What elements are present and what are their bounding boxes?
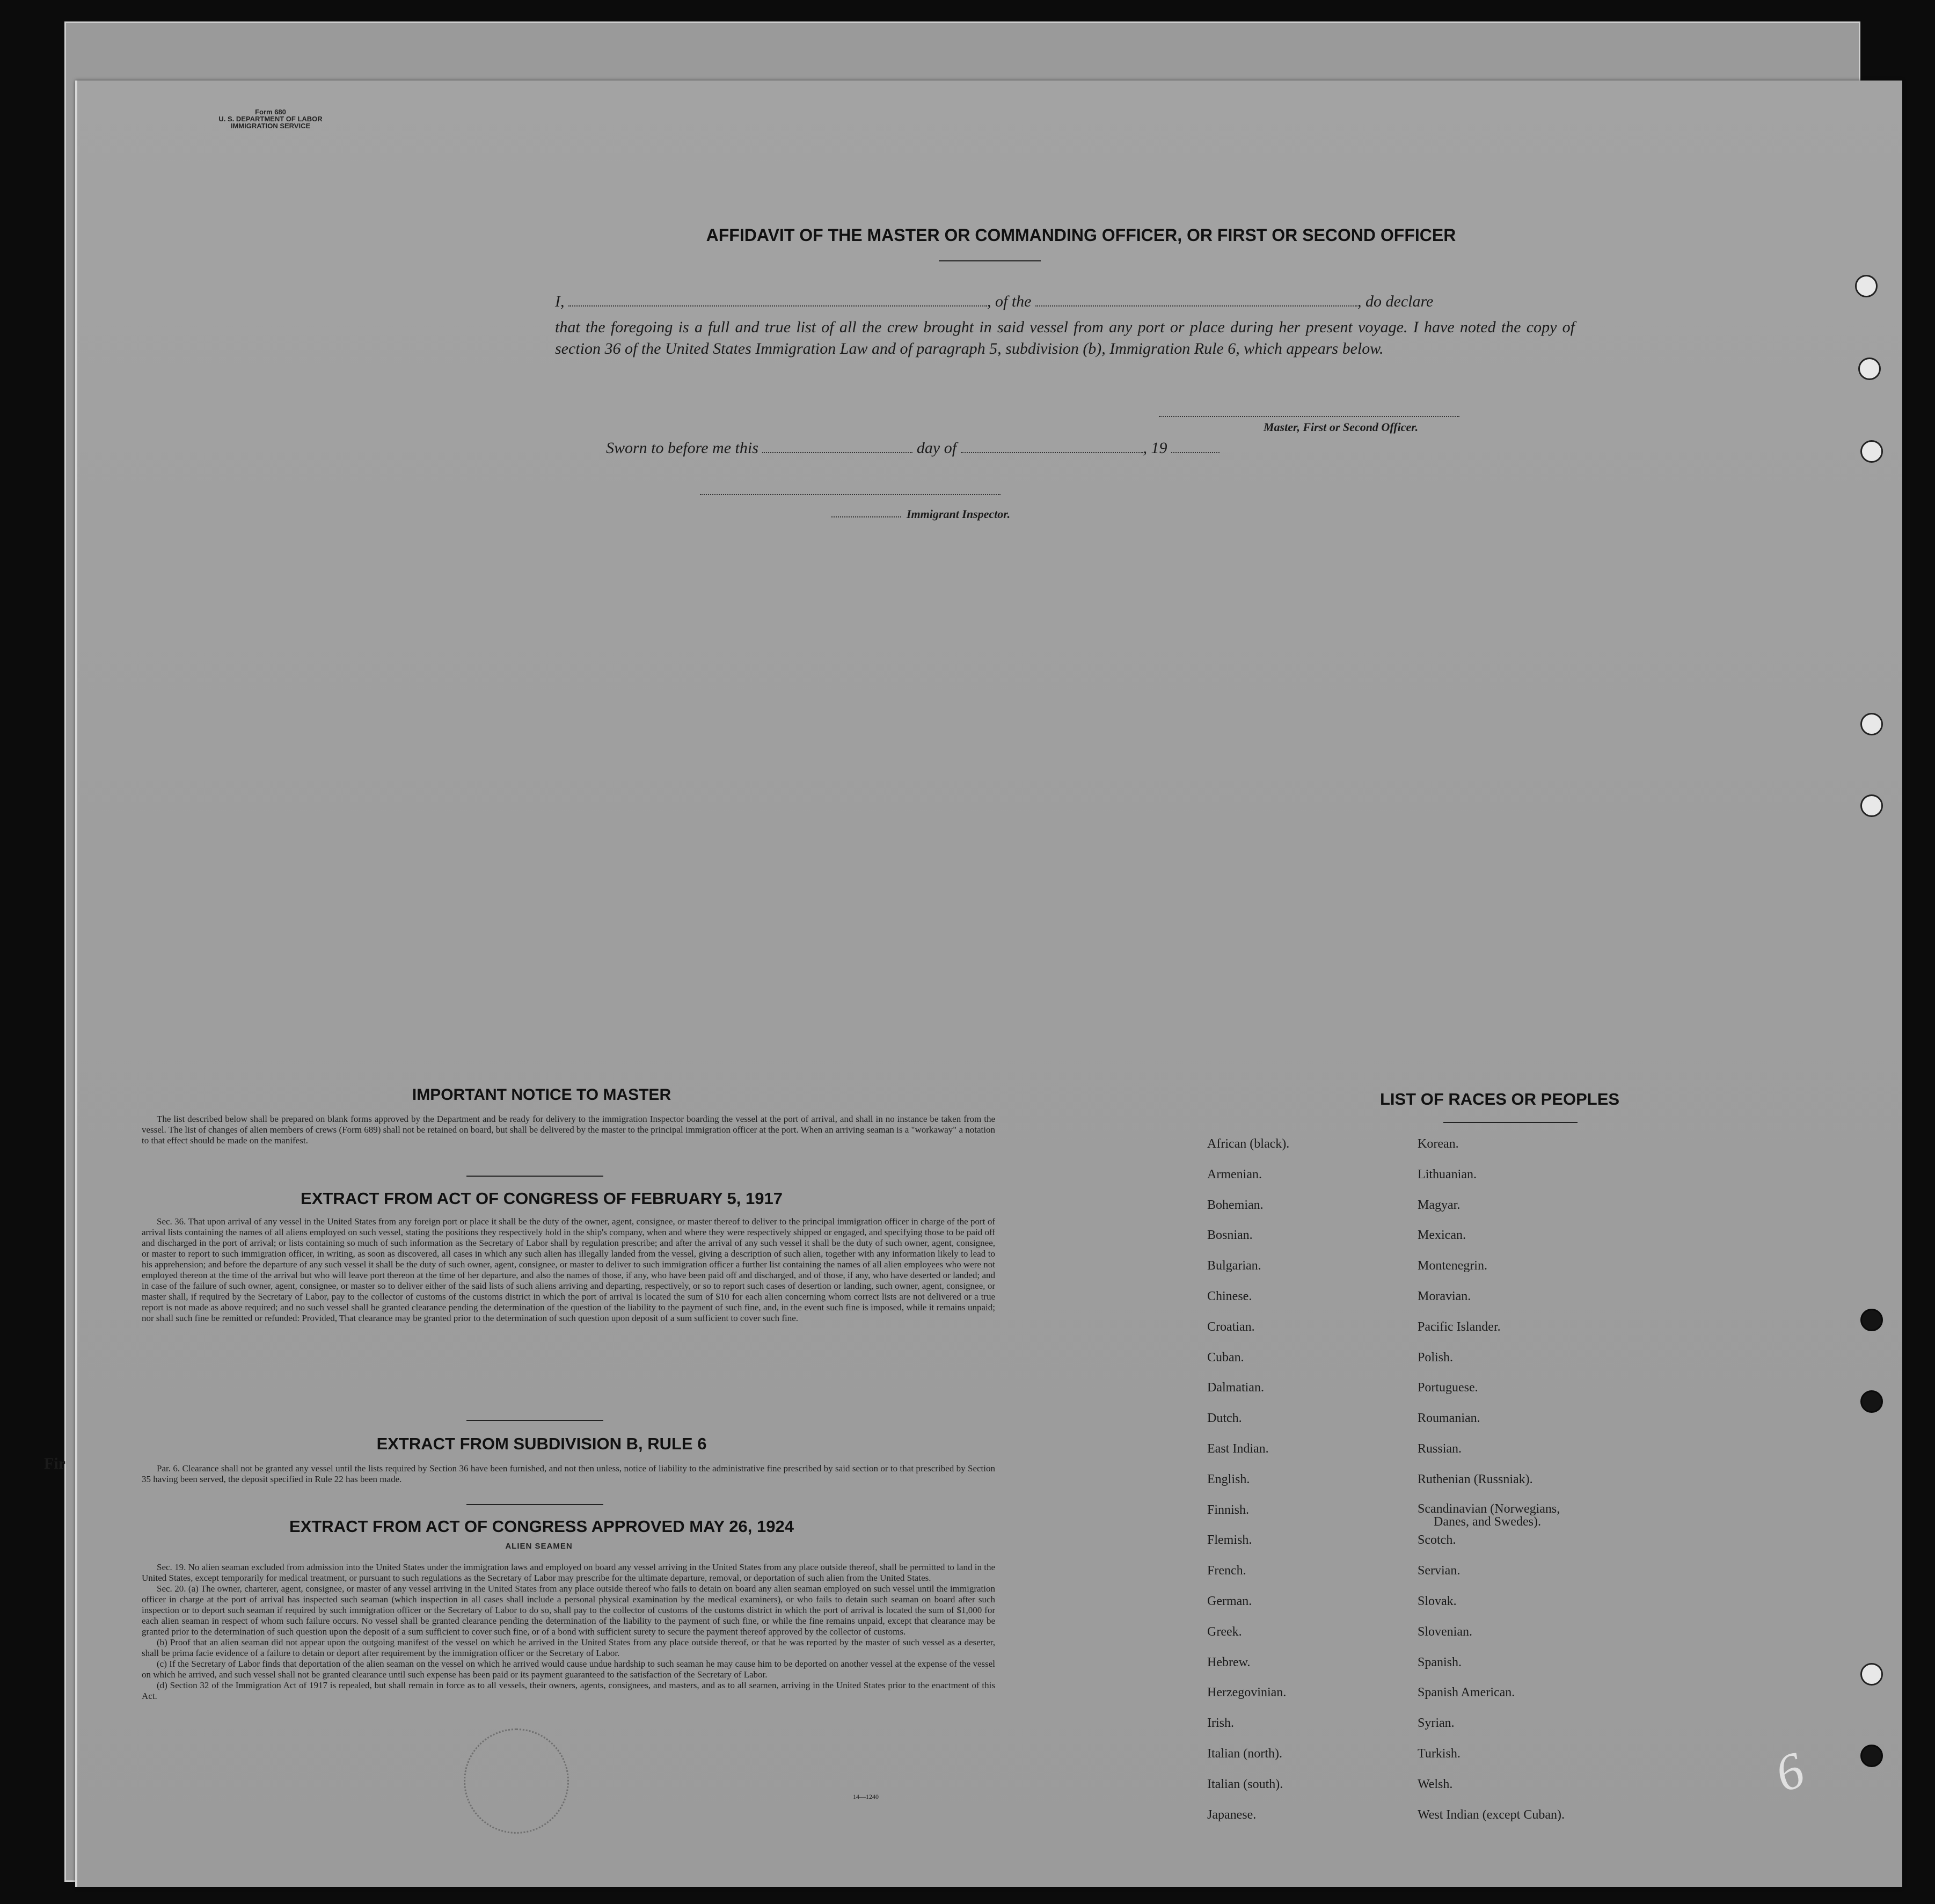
extract-1924-sec20b: (b) Proof that an alien seaman did not appear upon the outgoing manifest of the vessel on which he arrived in the United States from any place outside thereof, or that he was reported by the master of such vessel as a deserter, shall be prima facie evidence of a failure to detain or deport after requirement by the immigration officer or the Secretary of Labor. — [142, 1637, 995, 1658]
race-item-line: Scandinavian (Norwegians, — [1418, 1501, 1560, 1516]
race-item: Dutch. — [1207, 1411, 1242, 1426]
sworn-month-blank — [961, 440, 1143, 453]
race-item: Bosnian. — [1207, 1228, 1253, 1243]
race-item: Slovenian. — [1418, 1624, 1472, 1639]
signature-line — [1159, 416, 1459, 417]
race-item-scandinavian — [1418, 1502, 1611, 1533]
sworn-year-blank — [1171, 440, 1220, 453]
race-item: Armenian. — [1207, 1167, 1262, 1181]
extract-1924-subtitle: ALIEN SEAMEN — [505, 1542, 573, 1551]
signature-label: Master, First or Second Officer. — [1264, 420, 1419, 434]
extract-1924-body — [142, 1562, 995, 1702]
race-item: African (black). — [1207, 1137, 1290, 1151]
race-item: Montenegrin. — [1418, 1259, 1487, 1273]
races-title: LIST OF RACES OR PEOPLES — [1379, 1090, 1620, 1108]
punch-hole-icon — [1860, 1390, 1883, 1413]
notice-rule — [466, 1176, 603, 1177]
race-item: West Indian (except Cuban). — [1418, 1807, 1565, 1822]
race-item: Scotch. — [1418, 1533, 1456, 1548]
race-item: Irish. — [1207, 1716, 1234, 1731]
race-item: Japanese. — [1207, 1807, 1257, 1822]
race-item: Servian. — [1418, 1564, 1461, 1578]
extract-rule6-text: Par. 6. Clearance shall not be granted any vessel until the lists required by Section 36 have been furnished, and not then unless, notice of liability to the administrative fine prescribed by said section or to that prescribed by Section 35 having been served, the deposit specified in Rule 22 has been made. — [142, 1463, 995, 1484]
inspector-signature-line — [700, 494, 1001, 495]
affidavit-paragraph: that the foregoing is a full and true list of all the crew brought in said vessel from any port or place during her present voyage. I have noted the copy of section 36 of the United States Immigration Law and of paragraph 5, subdivision (b), Immigration Rule 6, which appears below. — [555, 318, 1575, 358]
punch-hole-icon — [1860, 794, 1883, 817]
race-item: Bulgarian. — [1207, 1259, 1261, 1273]
race-item: French. — [1207, 1564, 1246, 1578]
extract-1924-sec20d: (d) Section 32 of the Immigration Act of 1917 is repealed, but shall remain in force as to all vessels, their owners, agents, consignees, and masters, and as to all seamen, arriving in the United States prior to the enactment of this Act. — [142, 1680, 995, 1701]
sworn-line — [606, 439, 1220, 457]
race-item: Finnish. — [1207, 1502, 1250, 1517]
race-item: Chinese. — [1207, 1289, 1252, 1303]
punch-hole-icon — [1855, 275, 1878, 297]
document-page — [75, 81, 1902, 1887]
race-item: East Indian. — [1207, 1441, 1269, 1456]
extract-1924-sec19: Sec. 19. No alien seaman excluded from admission into the United States under the immigration laws and employed on board any vessel arriving in the United States from any place outside thereof, shall be permitted to land in the United States, except temporarily for medical treatment, or pursuant to such regulations as the Secretary of Labor may prescribe for the ultimate departure, removal, or deportation of such alien from the United States. — [142, 1562, 995, 1583]
extract-1924-title: EXTRACT FROM ACT OF CONGRESS APPROVED MAY 26, 1924 — [289, 1517, 794, 1536]
affidavit-line-1 — [555, 293, 1433, 311]
affidavit-title: AFFIDAVIT OF THE MASTER OR COMMANDING OFFICER, OR FIRST OR SECOND OFFICER — [706, 225, 1456, 245]
notice-body — [142, 1114, 995, 1146]
affidavit-do-declare: , do declare — [1357, 293, 1434, 310]
punch-hole-icon — [1860, 440, 1883, 463]
left-edge-fragment: Fir — [44, 1455, 65, 1472]
race-item: Turkish. — [1418, 1746, 1461, 1761]
ink-stamp — [464, 1728, 569, 1834]
race-item: Slovak. — [1418, 1594, 1457, 1608]
extract-rule6-body — [142, 1463, 995, 1485]
vessel-blank — [1035, 294, 1357, 307]
race-item: Pacific Islander. — [1418, 1319, 1501, 1334]
punch-hole-icon — [1860, 1663, 1883, 1686]
extract-1917-text: Sec. 36. That upon arrival of any vessel in the United States from any foreign port or place it shall be the duty of the owner, agent, consignee, or master thereof to deliver to the principal immigration officer in charge of the port of arrival lists containing the names of all aliens employed on such vessel, stating the positions they respectively hold in the ship's company, when and where they were respectively shipped or engaged, and specifying those to be paid off and discharged in the port of arrival; or lists containing so much of such information as the Secretary of Labor shall by regulation prescribe; and after the arrival of any such vessel it shall be the duty of such owner, agent, consignee, or master to report to such immigration officer, in writing, as soon as discovered, all cases in which any such alien has illegally landed from the vessel, giving a description of such alien, together with any information likely to lead to his apprehension; and before the departure of any such vessel it shall be the duty of such owner, agent, consignee, or master to deliver to such immigration officer a further list containing the names of all alien employees who were not employed thereon at the time of the arrival but who will leave port thereon at the time of her departure, and also the names of those, if any, who have been paid off and discharged, and of those, if any, who have deserted or landed; and in case of the failure of such owner, agent, consignee, or master so to deliver either of the said lists of such aliens arriving and departing, respectively, or so to report such cases of desertion or landing, such owner, agent, consignee, or master shall, if required by the Secretary of Labor, pay to the collector of customs of the customs district in which the port of arrival is located the sum of $10 for each alien concerning whom correct lists are not delivered or a true report is not made as above required; and no such vessel shall be granted clearance pending the determination of the question of the liability to the payment of such fine, and, in the event such fine is imposed, while it remains unpaid; nor shall such fine be remitted or refunded: Provided, That clearance may be granted prior to the determination of such question upon deposit of a sum sufficient to cover such fine. — [142, 1216, 995, 1323]
form-service: IMMIGRATION SERVICE — [230, 122, 311, 130]
race-item: Ruthenian (Russniak). — [1418, 1472, 1533, 1486]
race-item: Moravian. — [1418, 1289, 1471, 1303]
affidavit-of-the: , of the — [987, 293, 1032, 310]
race-item: Russian. — [1418, 1441, 1462, 1456]
extract-1917-rule — [466, 1420, 603, 1421]
race-item: Italian (south). — [1207, 1777, 1283, 1791]
race-item: Greek. — [1207, 1624, 1242, 1639]
race-item: German. — [1207, 1594, 1252, 1608]
races-title-rule — [1443, 1122, 1578, 1123]
extract-1917-body — [142, 1216, 995, 1324]
race-item: Spanish American. — [1418, 1686, 1515, 1700]
extract-rule6-rule — [466, 1504, 603, 1505]
sworn-start: Sworn to before me this — [606, 439, 758, 457]
race-item: Herzegovinian. — [1207, 1686, 1287, 1700]
form-department: U. S. DEPARTMENT OF LABOR — [218, 115, 323, 123]
form-identifier — [158, 108, 383, 129]
race-item: Welsh. — [1418, 1777, 1453, 1791]
race-item: Hebrew. — [1207, 1655, 1251, 1669]
inspector-label: Immigrant Inspector. — [907, 507, 1011, 521]
sworn-day-blank — [762, 440, 912, 453]
race-item: Flemish. — [1207, 1533, 1252, 1548]
handwritten-mark: 6 — [1768, 1740, 1812, 1803]
race-item: Croatian. — [1207, 1319, 1255, 1334]
race-item: Dalmatian. — [1207, 1381, 1264, 1395]
race-item: English. — [1207, 1472, 1250, 1486]
race-item: Mexican. — [1418, 1228, 1466, 1243]
race-item: Roumanian. — [1418, 1411, 1480, 1426]
name-blank — [568, 294, 987, 307]
race-item: Portuguese. — [1418, 1381, 1478, 1395]
race-item-continuation: Danes, and Swedes). — [1434, 1514, 1541, 1529]
extract-1924-sec20c: (c) If the Secretary of Labor finds that deportation of the alien seaman on the vessel on which he arrived would cause undue hardship to such seaman he may cause him to be deported on another vessel at the expense of the vessel on which he arrived, and such vessel shall not be granted clearance until such expense has been paid or its payment guaranteed to the satisfaction of the Secretary of Labor. — [142, 1659, 995, 1680]
races-column-2 — [1418, 1136, 1611, 1837]
affidavit-title-rule — [939, 260, 1041, 261]
race-item: Italian (north). — [1207, 1746, 1282, 1761]
race-item: Korean. — [1418, 1137, 1459, 1151]
print-code: 14—1240 — [853, 1793, 879, 1800]
punch-hole-icon — [1860, 713, 1883, 735]
punch-hole-icon — [1858, 358, 1881, 380]
race-item: Lithuanian. — [1418, 1167, 1477, 1181]
notice-title: IMPORTANT NOTICE TO MASTER — [412, 1086, 671, 1104]
race-item: Syrian. — [1418, 1716, 1455, 1731]
races-column-1 — [1207, 1136, 1289, 1837]
notice-text: The list described below shall be prepared on blank forms approved by the Department and be ready for delivery to the immigration Inspector boarding the vessel at the port of arrival, and shall in no instance be taken from the vessel. The list of changes of alien members of crews (Form 689) shall not be retained on board, but shall be delivered by the master to the principal immigration officer at the port. When an arriving seaman is a "workaway" a notation to that effect should be made on the manifest. — [142, 1114, 995, 1146]
form-number: Form 680 — [255, 108, 286, 116]
race-item: Cuban. — [1207, 1350, 1244, 1365]
race-item: Spanish. — [1418, 1655, 1462, 1669]
race-item: Bohemian. — [1207, 1198, 1264, 1212]
race-item: Magyar. — [1418, 1198, 1461, 1212]
bleed-through-heading — [378, 196, 1720, 229]
sworn-day-label: day of — [916, 439, 957, 457]
extract-1917-title: EXTRACT FROM ACT OF CONGRESS OF FEBRUARY 5, 1917 — [301, 1189, 783, 1208]
affidavit-i: I, — [555, 293, 565, 310]
sworn-year: , 19 — [1143, 439, 1167, 457]
punch-hole-icon — [1860, 1309, 1883, 1331]
inspector-dots — [831, 516, 901, 517]
race-item: Polish. — [1418, 1350, 1454, 1365]
extract-rule6-title: EXTRACT FROM SUBDIVISION B, RULE 6 — [376, 1434, 707, 1453]
punch-hole-icon — [1860, 1745, 1883, 1767]
extract-1924-sec20a: Sec. 20. (a) The owner, charterer, agent, consignee, or master of any vessel arriving in the United States from any place outside thereof who fails to detain on board any alien seaman employed on such vessel until the immigration officer in charge at the port of arrival has inspected such seaman (which inspection in all cases shall include a personal physical examination by the medical examiners), or who fails to detain such seaman on board after such inspection or to deport such seaman if required by such immigration officer or the Secretary of Labor to do so, shall pay to the collector of customs of the customs district in which the port of arrival is located the sum of $1,000 for each alien seaman in respect of whom such failure occurs. No vessel shall be granted clearance pending the determination of the liability to the payment of such fine, or while the fine remains unpaid, except that clearance may be granted prior to the determination of such question upon the deposit of a sum sufficient to cover such fine, or of a bond with sufficient surety to secure the payment thereof approved by the collector of customs. — [142, 1584, 995, 1637]
